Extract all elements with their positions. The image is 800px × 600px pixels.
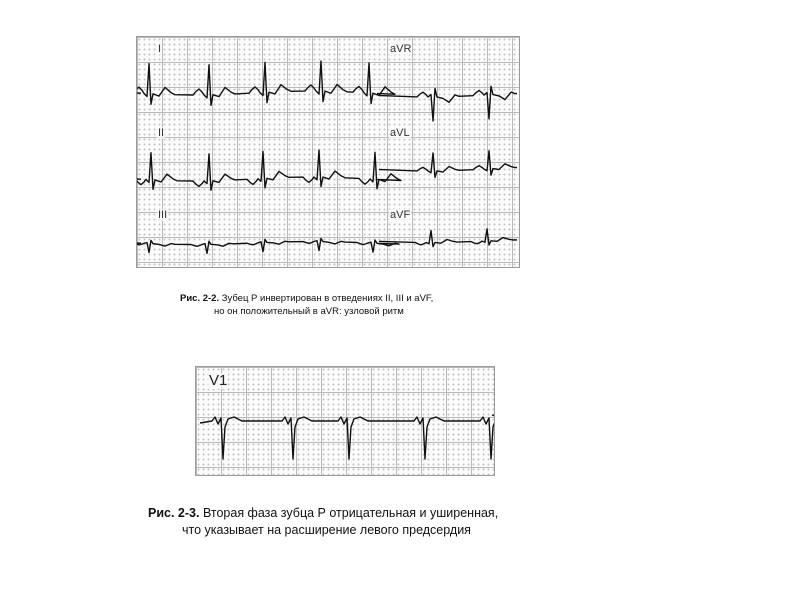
- lead-label-aVL: aVL: [390, 127, 410, 139]
- trace-lead-aVF: [379, 229, 517, 247]
- trace-lead-aVR: [379, 86, 517, 121]
- caption-text-line1: Вторая фаза зубца Р отрицательная и уширенная,: [202, 506, 499, 520]
- figure-caption-2-3: [148, 505, 568, 539]
- caption-number: Рис. 2-3.: [148, 506, 200, 520]
- caption-number: Рис. 2-2.: [180, 293, 220, 304]
- lead-label-III: III: [158, 209, 168, 221]
- ecg-trace-v1: [196, 367, 494, 475]
- trace-lead-III: [137, 238, 399, 253]
- trace-lead-aVL: [379, 151, 517, 177]
- lead-label-I: I: [158, 43, 162, 55]
- ecg-traces-2-2: [137, 37, 519, 267]
- lead-label-II: II: [158, 127, 165, 139]
- lead-label-V1: V1: [209, 372, 228, 389]
- ecg-figure-2-3: [195, 366, 495, 476]
- trace-lead-II: [137, 150, 401, 190]
- figure-caption-2-2: [180, 292, 520, 318]
- trace-lead-V1: [200, 415, 494, 459]
- caption-text-line1: Зубец Р инвертирован в отведениях II, III и aVF,: [221, 293, 434, 304]
- caption-text-line2: но он положительный в aVR: узловой ритм: [214, 306, 404, 317]
- lead-label-aVF: aVF: [390, 209, 411, 221]
- trace-lead-I: [137, 61, 395, 105]
- caption-text-line2: что указывает на расширение левого предсердия: [182, 523, 471, 537]
- ecg-figure-2-2: [136, 36, 520, 268]
- lead-label-aVR: aVR: [390, 43, 412, 55]
